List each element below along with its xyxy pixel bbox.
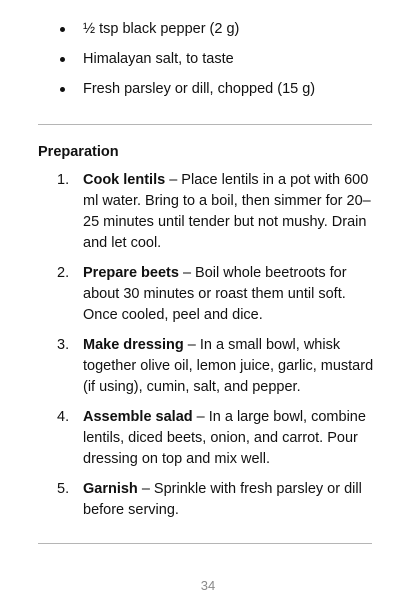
step-text: – In a large bowl, combine lentils, diced beets, onion, and carrot. Pour dressing on top and mix well. (83, 409, 366, 467)
ingredient-text: ½ tsp black pepper (2 g) (83, 21, 240, 37)
step-number: 5. (57, 481, 70, 497)
step-number: 3. (57, 337, 70, 353)
step-item (0, 479, 416, 521)
divider (38, 543, 372, 544)
step-text: – In a small bowl, whisk together olive oil, lemon juice, garlic, mustard (if using), cumin, salt, and pepper. (83, 337, 374, 395)
section-heading: Preparation (38, 144, 119, 160)
step-item (0, 335, 416, 398)
step-text: – Boil whole beetroots for about 30 minutes or roast them until soft. Once cooled, peel and dice. (83, 265, 347, 323)
ingredient-text: Fresh parsley or dill, chopped (15 g) (83, 81, 316, 97)
step-item (0, 407, 416, 470)
step-text: – Place lentils in a pot with 600 ml water. Bring to a boil, then simmer for 20–25 minutes until tender but not mushy. Drain and let cool. (83, 172, 371, 251)
step-body[interactable] (83, 407, 383, 470)
step-body[interactable] (83, 479, 383, 521)
step-body[interactable] (83, 263, 383, 326)
step-number: 1. (57, 172, 70, 188)
step-title: Garnish (83, 481, 138, 497)
bullet-icon (60, 27, 65, 32)
bullet-icon (60, 87, 65, 92)
list-item (0, 78, 416, 108)
list-item (0, 48, 416, 78)
ingredient-list (0, 18, 416, 108)
page-number: 34 (200, 578, 216, 593)
step-item (0, 170, 416, 254)
step-title: Prepare beets (83, 265, 179, 281)
divider (38, 124, 372, 125)
preparation-steps (0, 170, 416, 530)
step-number: 4. (57, 409, 70, 425)
step-title: Cook lentils (83, 172, 166, 188)
ingredient-text: Himalayan salt, to taste (83, 51, 234, 67)
bullet-icon (60, 57, 65, 62)
list-item (0, 18, 416, 48)
step-title: Make dressing (83, 337, 184, 353)
step-text: – Sprinkle with fresh parsley or dill before serving. (83, 481, 362, 518)
step-body[interactable] (83, 335, 383, 398)
step-number: 2. (57, 265, 70, 281)
step-title: Assemble salad (83, 409, 193, 425)
step-body[interactable] (83, 170, 383, 254)
step-item (0, 263, 416, 326)
